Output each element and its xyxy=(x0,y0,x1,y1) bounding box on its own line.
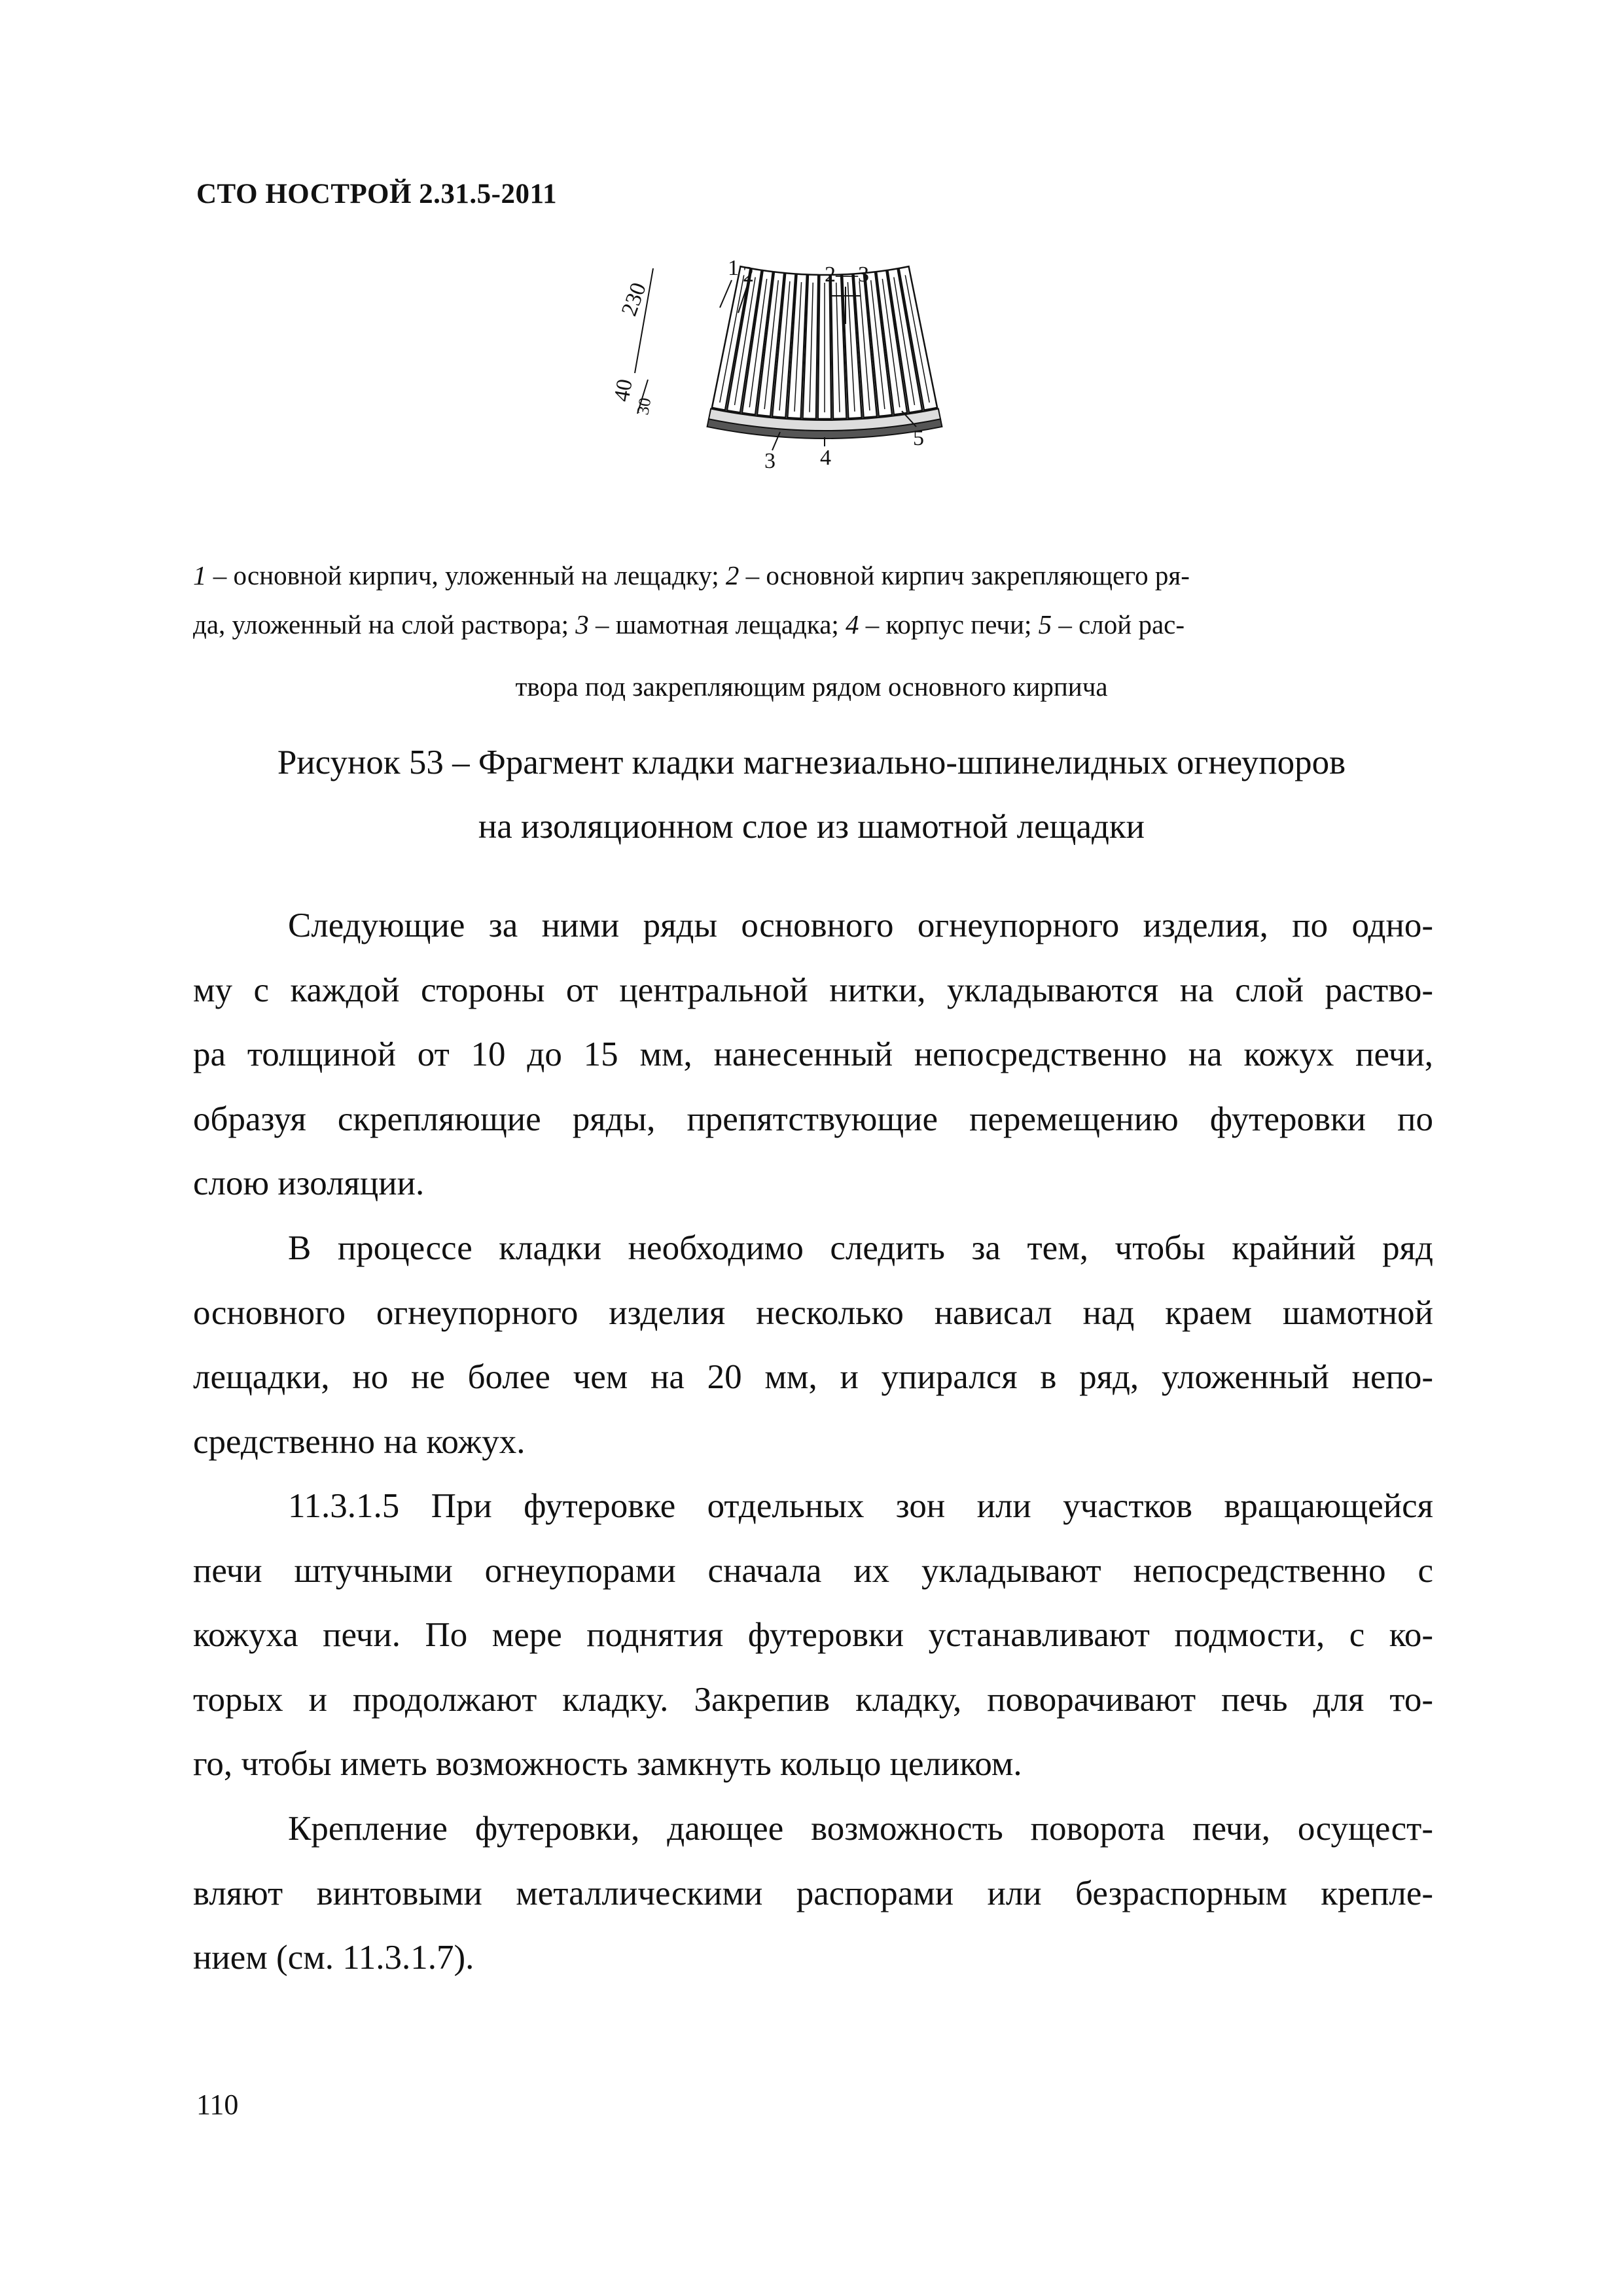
dimension-230: 230 xyxy=(616,279,651,319)
label-3: 3 xyxy=(764,449,776,473)
dimension-30: 30 xyxy=(633,396,655,417)
legend-item-5: – слой рас- xyxy=(1052,609,1185,639)
legend-item-3: – шамотная лещадка; xyxy=(588,609,846,639)
legend-item-4: – корпус печи; xyxy=(859,609,1039,639)
legend-num-3: 3 xyxy=(575,609,589,639)
text-line: 11.3.1.5 При футеровке отдельных зон или участков вращающейся xyxy=(288,1487,1433,1525)
legend-num-2: 2 xyxy=(725,560,740,590)
label-5: 5 xyxy=(913,426,924,450)
label-4: 4 xyxy=(820,446,831,470)
label-2-3: 2—3 xyxy=(825,262,869,287)
text-line: Следующие за ними ряды основного огнеупорного изделия, по одно- xyxy=(288,906,1433,944)
label-1: 1 xyxy=(728,256,739,280)
text-line: ра толщиной от 10 до 15 мм, нанесенный непосредственно на кожух печи, xyxy=(193,1035,1433,1073)
legend-num-5: 5 xyxy=(1038,609,1052,639)
brick-layer xyxy=(707,266,942,439)
legend-item-2b: да, уложенный на слой раствора; xyxy=(193,609,576,639)
figure-legend xyxy=(193,551,1430,649)
text-line: Крепление футеровки, дающее возможность поворота печи, осущест- xyxy=(288,1810,1433,1848)
kiln-lining-figure xyxy=(609,242,1054,491)
dimension-40: 40 xyxy=(609,377,637,404)
text-line: му с каждой стороны от центральной нитки, укладываются на слой раство- xyxy=(193,971,1433,1009)
figure-caption xyxy=(196,730,1427,859)
legend-num-1: 1 xyxy=(193,560,207,590)
document-header: СТО НОСТРОЙ 2.31.5-2011 xyxy=(196,179,558,209)
paragraph-4 xyxy=(193,1797,1433,1990)
text-line: печи штучными огнеупорами сначала их укладывают непосредственно с xyxy=(193,1551,1433,1590)
text-line: нием (см. 11.3.1.7). xyxy=(193,1939,474,1977)
text-line: го, чтобы иметь возможность замкнуть кольцо целиком. xyxy=(193,1745,1022,1783)
text-line: средственно на кожух. xyxy=(193,1422,526,1461)
text-line: торых и продолжают кладку. Закрепив кладку, поворачивают печь для то- xyxy=(193,1680,1433,1719)
label-2: 2 xyxy=(743,262,754,287)
legend-item-5b: твора под закрепляющим рядом основного кирпича xyxy=(515,672,1108,702)
paragraph-1 xyxy=(193,893,1433,1216)
text-line: слою изоляции. xyxy=(193,1164,425,1202)
caption-line-2: на изоляционном слое из шамотной лещадки xyxy=(478,808,1145,846)
text-line: основного огнеупорного изделия несколько нависал над краем шамотной xyxy=(193,1293,1433,1332)
paragraph-2 xyxy=(193,1216,1433,1474)
legend-item-1: – основной кирпич, уложенный на лещадку; xyxy=(206,560,726,590)
text-line: вляют винтовыми металлическими распорами или безраспорным крепле- xyxy=(193,1874,1433,1912)
legend-num-4: 4 xyxy=(846,609,859,639)
legend-item-2: – основной кирпич закрепляющего ря- xyxy=(739,560,1190,590)
text-line: В процессе кладки необходимо следить за тем, чтобы крайний ряд xyxy=(288,1229,1433,1267)
text-line: лещадки, но не более чем на 20 мм, и упирался в ряд, уложенный непо- xyxy=(193,1358,1433,1396)
page-number: 110 xyxy=(196,2089,239,2121)
paragraph-3 xyxy=(193,1474,1433,1797)
text-line: образуя скрепляющие ряды, препятствующие перемещению футеровки по xyxy=(193,1100,1433,1138)
text-line: кожуха печи. По мере поднятия футеровки устанавливают подмости, с ко- xyxy=(193,1616,1433,1654)
caption-line-1: Рисунок 53 – Фрагмент кладки магнезиально-шпинелидных огнеупоров xyxy=(277,744,1346,781)
